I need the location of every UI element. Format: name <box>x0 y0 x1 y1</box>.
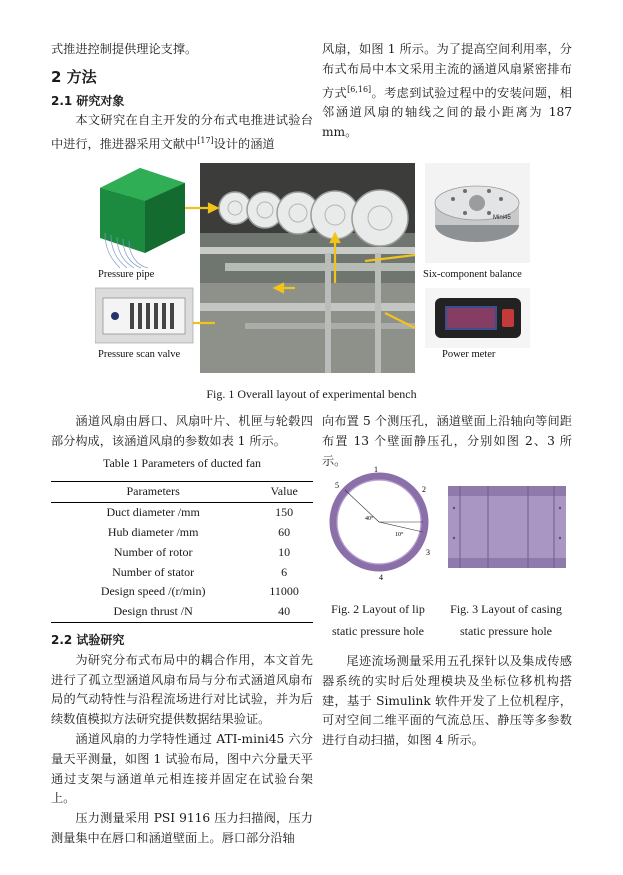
balance-model-label: Mini45 <box>493 215 511 221</box>
figure-1-composite <box>95 163 530 373</box>
six-component-balance-photo <box>425 163 530 263</box>
label-pressure-scan-valve: Pressure scan valve <box>98 349 181 360</box>
paragraph-research-object: 本文研究在自主开发的分布式电推进试验台中进行，推进器采用文献中[17]设计的涵道 <box>51 113 313 152</box>
right-column-wake <box>322 652 572 751</box>
subsection-heading-research-object: 2.1 研究对象 <box>51 93 125 108</box>
hole-label: 3 <box>426 548 430 557</box>
figure-experimental-bench <box>95 163 530 373</box>
figure-3-caption: Fig. 3 Layout of casing static pressure hole <box>450 602 562 638</box>
hole-label: 5 <box>335 481 339 490</box>
angle-label: 10° <box>395 532 404 538</box>
citation: [6,16] <box>347 84 372 94</box>
left-column-bottom <box>51 412 313 849</box>
paragraph-pressure-holes: 向布置 5 个测压孔，涵道壁面上沿轴向等间距布置 13 个壁面静压孔，分别如图 2、3 所示。 <box>322 414 572 468</box>
paragraph-fan-components: 涵道风扇由唇口、风扇叶片、机匣与轮毂四部分构成，该涵道风扇的参数如表 1 所示。 <box>51 414 313 448</box>
figure-1-caption: Fig. 1 Overall layout of experimental bench <box>206 387 417 401</box>
table-row: Number of rotor 10 <box>113 544 291 559</box>
table-ducted-fan-parameters <box>51 481 313 623</box>
paragraph-fan-layout: 风扇，如图 1 所示。为了提高空间利用率，分布式布局中本文采用主流的涵道风扇紧密排布方式[6,16]。考虑到试验过程中的安装问题，相邻涵道风扇的轴线之间的最小距离为 187 mm。 <box>322 42 573 140</box>
label-power-meter: Power meter <box>442 349 496 360</box>
table-row: Design speed /(r/min) 11000 <box>100 584 299 599</box>
table-1-caption: Table 1 Parameters of ducted fan <box>102 455 262 470</box>
hole-label: 4 <box>379 573 383 582</box>
table-header-row <box>51 482 313 503</box>
table-header-value: Value <box>270 484 298 499</box>
paragraph-wake-measurement: 尾迹流场测量采用五孔探针以及集成传感器系统的实时后处理模块及坐标位移机构搭建，基于 Simulink 软件开发了上位机程序，可对空间二维平面的气流总压、静压等多参数进行自动扫描，如图 4 所示。 <box>322 654 572 748</box>
subsection-heading-experimental-study: 2.2 试验研究 <box>51 632 125 647</box>
paragraph-experimental-study: 为研究分布式布局中的耦合作用，本文首先进行了孤立型涵道风扇布局与分布式涵道风扇布局的气动特性与沿程流场进行对比试验，并为后续数值模拟方法研究提供数据结果验证。 <box>51 652 313 727</box>
table-row: Hub diameter /mm 60 <box>107 524 291 539</box>
section-heading-methods: 2 方法 <box>51 67 97 86</box>
hole-label: 1 <box>374 465 378 474</box>
paragraph-force-balance: 涵道风扇的力学特性通过 ATI-mini45 六分量天平测量，如图 1 试验布局，图中六分量天平通过支架与涵道单元相连接并固定在试验台架上。 <box>51 731 313 806</box>
right-column-top <box>322 40 572 143</box>
label-pressure-pipe: Pressure pipe <box>98 269 155 280</box>
left-column-top <box>51 40 313 155</box>
label-six-component-balance: Six-component balance <box>423 269 522 280</box>
paragraph-pressure-measurement: 压力测量采用 PSI 9116 压力扫描阀，压力测量集中在唇口和涵道壁面上。唇口部分沿轴 <box>51 811 313 845</box>
hole-label: 2 <box>422 485 426 494</box>
table-header-parameters: Parameters <box>126 484 180 499</box>
figure-2-caption: Fig. 2 Layout of lip static pressure hole <box>331 602 425 638</box>
figure-casing-pressure-holes <box>448 478 566 578</box>
figure-lip-pressure-holes <box>327 460 437 585</box>
table-row: Duct diameter /mm 150 <box>106 505 294 520</box>
citation: [17] <box>197 136 214 146</box>
pressure-scan-valve-photo <box>95 288 193 343</box>
angle-label: 40° <box>365 516 374 522</box>
table-row: Design thrust /N 40 <box>51 602 313 622</box>
table-row: Number of stator 6 <box>112 564 288 579</box>
paragraph-continuation: 式推进控制提供理论支撑。 <box>51 42 198 56</box>
duct-fan-model <box>100 168 185 268</box>
power-meter-photo <box>425 288 530 348</box>
